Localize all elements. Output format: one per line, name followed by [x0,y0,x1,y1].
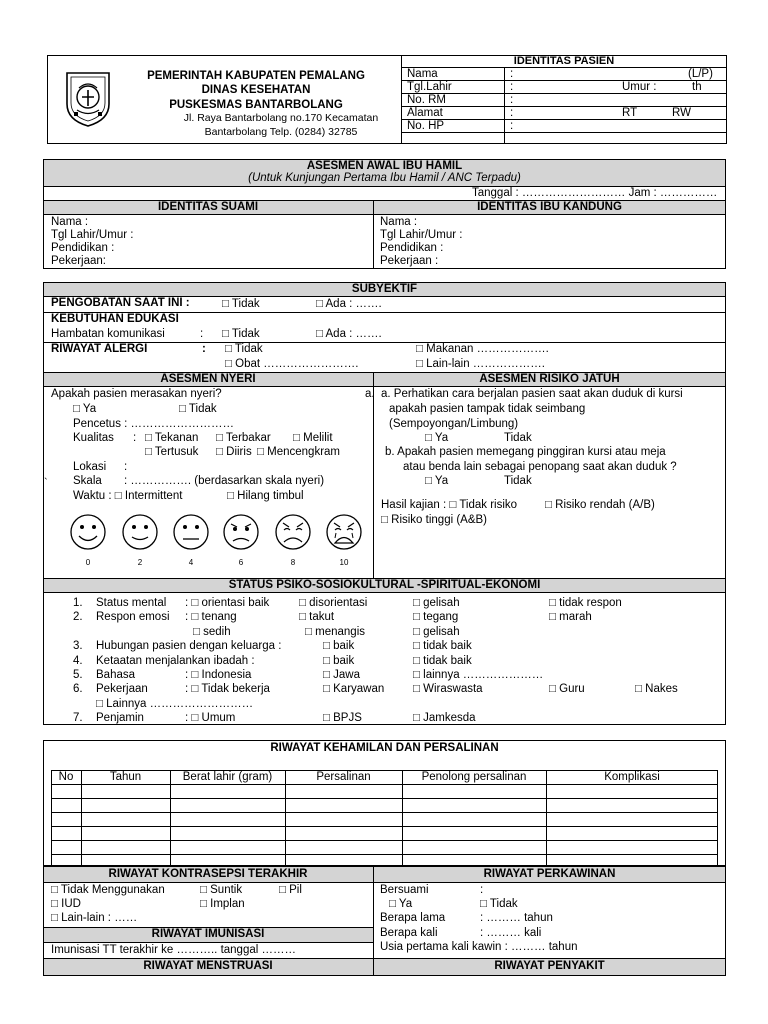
implan-checkbox[interactable]: □ Implan [200,898,245,910]
kontrasepsi-lain-checkbox[interactable]: □ Lain-lain : …… [51,912,138,924]
label-no-rm: No. RM [407,94,446,106]
imunisasi-text: Imunisasi TT terakhir ke ……….. tanggal ……… [51,944,296,956]
pekerjaan-lainnya-checkbox[interactable]: □ Lainnya ……………………… [96,698,254,710]
col-no: No [58,771,74,783]
umum-checkbox[interactable]: : □ Umum [185,712,236,724]
face-0-icon [71,515,105,549]
face-2-icon [123,515,157,549]
label-nama: Nama [407,68,438,80]
col-berat-lahir: Berat lahir (gram) [182,771,273,783]
jatuh-a-ya-checkbox[interactable]: □ Ya [425,432,449,444]
asesmen-nyeri-title: ASESMEN NYERI [160,373,256,385]
face-label-10: 10 [339,558,349,567]
tidak-respon-checkbox[interactable]: □ tidak respon [549,597,622,609]
alergi-makanan-checkbox[interactable]: □ Makanan ………………. [416,343,549,355]
org-line3: PUSKESMAS BANTARBOLANG [169,99,343,111]
risiko-tinggi-checkbox[interactable]: □ Risiko tinggi (A&B) [381,514,488,526]
hilang-timbul-checkbox[interactable]: □ Hilang timbul [227,490,304,502]
perkawinan-title: RIWAYAT PERKAWINAN [483,868,616,880]
tekanan-checkbox[interactable]: □ Tekanan [145,432,199,444]
tidak-risiko-checkbox[interactable]: Hasil kajian : □ Tidak risiko [381,499,518,511]
col-persalinan: Persalinan [316,771,371,783]
ibadah-tidak-baik-checkbox[interactable]: □ tidak baik [413,655,472,667]
face-4-icon [174,515,208,549]
pil-checkbox[interactable]: □ Pil [279,884,302,896]
tidak-menggunakan-checkbox[interactable]: □ Tidak Menggunakan [51,884,165,896]
org-address1: Jl. Raya Bantarbolang no.170 Kecamatan [183,112,379,124]
iud-checkbox[interactable]: □ IUD [51,898,81,910]
bahasa-lainnya-checkbox[interactable]: □ lainnya ………………… [413,669,544,681]
gelisah-checkbox[interactable]: □ gelisah [413,597,460,609]
indonesia-checkbox[interactable]: : □ Indonesia [185,669,252,681]
col-komplikasi: Komplikasi [604,771,660,783]
alergi-obat-checkbox[interactable]: □ Obat ……………………. [225,358,359,370]
bersuami-tidak-checkbox[interactable]: □ Tidak [480,898,518,910]
menstruasi-title: RIWAYAT MENSTRUASI [143,960,273,972]
tanggal-jam: Tanggal : ……………………… Jam : …………… [472,187,718,199]
jatuh-b-ya-checkbox[interactable]: □ Ya [425,475,449,487]
face-label-0: 0 [85,558,91,567]
face-10-icon [327,515,361,549]
pengobatan-tidak-checkbox[interactable]: □ Tidak [222,298,260,310]
label-no-hp: No. HP [407,120,445,132]
marah-checkbox[interactable]: □ marah [549,611,592,623]
gelisah2-checkbox[interactable]: □ gelisah [413,626,460,638]
org-address2: Bantarbolang Telp. (0284) 32785 [204,126,358,138]
face-label-4: 4 [188,558,194,567]
alergi-label: RIWAYAT ALERGI [51,343,148,355]
nyeri-tidak-checkbox[interactable]: □ Tidak [179,403,217,415]
face-label-8: 8 [290,558,296,567]
hubungan-tidak-baik-checkbox[interactable]: □ tidak baik [413,640,472,652]
nakes-checkbox[interactable]: □ Nakes [635,683,678,695]
jamkesda-checkbox[interactable]: □ Jamkesda [413,712,476,724]
pengobatan-label: PENGOBATAN SAAT INI : [51,297,190,309]
pain-scale-faces [64,512,364,568]
menangis-checkbox[interactable]: □ menangis [305,626,366,638]
asesmen-subtitle: (Untuk Kunjungan Pertama Ibu Hamil / ANC Terpadu) [248,172,521,184]
hambatan-tidak-checkbox[interactable]: □ Tidak [222,328,260,340]
col-tahun: Tahun [109,771,142,783]
identitas-suami-title: IDENTITAS SUAMI [157,201,259,213]
org-line2: DINAS KESEHATAN [201,84,311,96]
label-tgl-lahir: Tgl.Lahir [407,81,452,93]
risiko-rendah-checkbox[interactable]: □ Risiko rendah (A/B) [545,499,655,511]
org-line1: PEMERINTAH KABUPATEN PEMALANG [147,70,365,82]
col-penolong: Penolong persalinan [421,771,527,783]
kontrasepsi-title: RIWAYAT KONTRASEPSI TERAKHIR [108,868,308,880]
bpjs-checkbox[interactable]: □ BPJS [323,712,362,724]
intermittent-checkbox[interactable]: Waktu : □ Intermittent [73,490,183,502]
face-6-icon [224,515,258,549]
mencengkram-checkbox[interactable]: □ Mencengkram [257,446,341,458]
face-8-icon [276,515,310,549]
tegang-checkbox[interactable]: □ tegang [413,611,459,623]
suntik-checkbox[interactable]: □ Suntik [200,884,243,896]
hambatan-ada-checkbox[interactable]: □ Ada : ……. [316,328,382,340]
subyektif-title: SUBYEKTIF [351,283,418,295]
wiraswasta-checkbox[interactable]: □ Wiraswasta [413,683,483,695]
identitas-pasien-title: IDENTITAS PASIEN [513,55,615,67]
bersuami-ya-checkbox[interactable]: □ Ya [389,898,413,910]
terbakar-checkbox[interactable]: □ Terbakar [216,432,271,444]
melilit-checkbox[interactable]: □ Melilit [293,432,333,444]
identitas-ibu-title: IDENTITAS IBU KANDUNG [477,201,622,213]
orientasi-baik-checkbox[interactable]: : □ orientasi baik [185,597,270,609]
ibadah-baik-checkbox[interactable]: □ baik [323,655,355,667]
face-label-6: 6 [238,558,244,567]
karyawan-checkbox[interactable]: □ Karyawan [323,683,385,695]
pengobatan-ada-checkbox[interactable]: □ Ada : ……. [316,298,382,310]
header-divider [401,55,402,144]
kehamilan-title: RIWAYAT KEHAMILAN DAN PERSALINAN [270,742,499,754]
alergi-lain-checkbox[interactable]: □ Lain-lain ………………. [416,358,546,370]
nyeri-ya-checkbox[interactable]: □ Ya [73,403,97,415]
kebutuhan-label: KEBUTUHAN EDUKASI [51,313,179,325]
disorientasi-checkbox[interactable]: □ disorientasi [299,597,368,609]
face-label-2: 2 [137,558,143,567]
label-alamat: Alamat [407,107,443,119]
alergi-tidak-checkbox[interactable]: □ Tidak [225,343,263,355]
penyakit-title: RIWAYAT PENYAKIT [494,960,605,972]
asesmen-jatuh-title: ASESMEN RISIKO JATUH [479,373,620,385]
diiris-checkbox[interactable]: □ Diiris [216,446,252,458]
tidak-bekerja-checkbox[interactable]: : □ Tidak bekerja [185,683,270,695]
tenang-checkbox[interactable]: : □ tenang [185,611,237,623]
guru-checkbox[interactable]: □ Guru [549,683,585,695]
takut-checkbox[interactable]: □ takut [299,611,335,623]
hubungan-baik-checkbox[interactable]: □ baik [323,640,355,652]
regency-logo [63,70,113,128]
asesmen-title: ASESMEN AWAL IBU HAMIL [306,160,463,172]
psiko-title: STATUS PSIKO-SOSIOKULTURAL -SPIRITUAL-EKONOMI [228,579,541,591]
logo-crest-icon [63,70,113,128]
imunisasi-title: RIWAYAT IMUNISASI [151,928,265,940]
sedih-checkbox[interactable]: □ sedih [193,626,231,638]
tertusuk-checkbox[interactable]: □ Tertusuk [145,446,199,458]
jawa-checkbox[interactable]: □ Jawa [323,669,360,681]
